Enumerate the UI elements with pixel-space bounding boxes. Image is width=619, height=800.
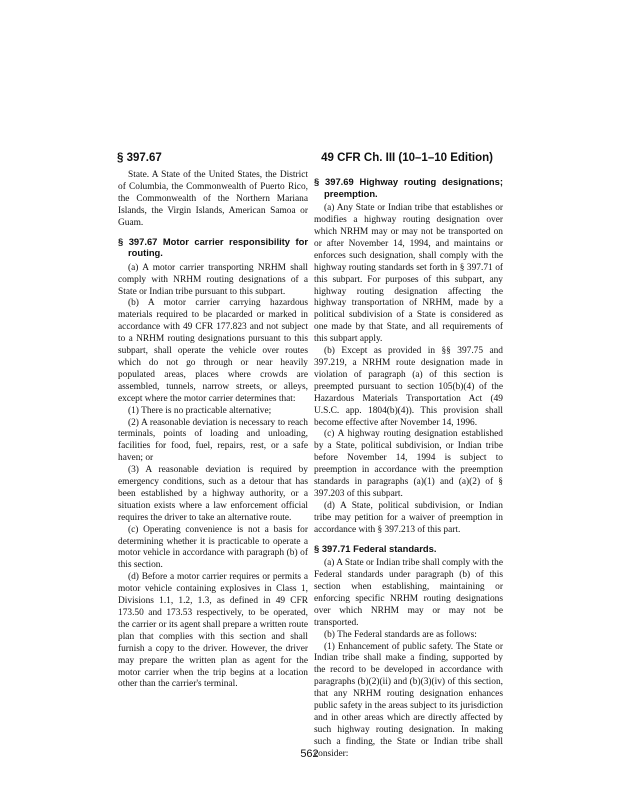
paragraph: State. A State of the United States, the District of Columbia, the Commonwealth of Puerto Rico, the Commonwealth of the Northern Mariana Islands, the Virgin Islands, American Samoa or Guam. (118, 170, 308, 228)
paragraph: (d) Before a motor carrier requires or permits a motor vehicle containing explosives in Class 1, Divisions 1.1, 1.2, 1.3, as defined in 49 CFR 173.50 and 173.53 respectively, to be operated, the carrier or its agent shall prepare a written route plan that complies with this section and shall furnish a copy to the driver. However, the driver may prepare the written plan as agent for the motor carrier when the trip begins at a location other than the carrier's terminal. (118, 572, 308, 690)
paragraph: (d) A State, political subdivision, or Indian tribe may petition for a waiver of preemption in accordance with § 397.213 of this part. (314, 500, 503, 535)
paragraph: (b) Except as provided in §§ 397.75 and 397.219, a NRHM route designation made in violation of paragraph (a) of this section is preempted pursuant to section 105(b)(4) of the Hazardous Materials Transportation Act (49 U.S.C. app. 1804(b)(4)). This provision shall become effective after November 14, 1996. (314, 346, 503, 428)
running-title: 49 CFR Ch. III (10–1–10 Edition) (321, 152, 493, 164)
section-heading: § 397.71 Federal standards. (314, 542, 437, 554)
paragraph: (a) A State or Indian tribe shall comply with the Federal standards under paragraph (b) of this section when establishing, maintaining or enforcing specific NRHM routing designations over which NRHM may or may not be transported. (314, 558, 503, 628)
right-column (314, 170, 503, 761)
paragraph: (c) A highway routing designation established by a State, political subdivision, or Indian tribe before November 14, 1994 is subject to preemption in accordance with the preemption standards in paragraphs (a)(1) and (a)(2) of § 397.203 of this subpart. (314, 429, 503, 499)
page-number: 562 (300, 748, 319, 760)
paragraph: (b) A motor carrier carrying hazardous materials required to be placarded or marked in accordance with 49 CFR 177.823 and not subject to a NRHM routing designations pursuant to this subpart, shall operate the vehicle over routes which do not go through or near heavily populated areas, places where crowds are assembled, tunnels, narrow streets, or alleys, except where the motor carrier determines that: (118, 298, 308, 404)
paragraph: (1) There is no practicable alternative; (128, 405, 272, 416)
section-heading: § 397.69 Highway routing designations; preemption. (314, 176, 503, 199)
left-column (118, 170, 308, 691)
paragraph: (c) Operating convenience is not a basis for determining whether it is practicable to operate a motor vehicle in accordance with paragraph (b) of this section. (118, 524, 308, 571)
paragraph: (b) The Federal standards are as follows: (324, 629, 477, 640)
paragraph: (a) A motor carrier transporting NRHM shall comply with NRHM routing designations of a State or Indian tribe pursuant to this subpart. (118, 262, 308, 297)
paragraph: (2) A reasonable deviation is necessary to reach terminals, points of loading and unloading, facilities for food, fuel, repairs, rest, or a safe haven; or (118, 417, 308, 464)
paragraph: (a) Any State or Indian tribe that establishes or modifies a highway routing designation over which NRHM may or may not be transported on or after November 14, 1994, and maintains or enforces such designation, shall comply with the highway routing standards set forth in § 397.71 of this subpart. For purposes of this subpart, any highway routing designation affecting the highway transportation of NRHM, made by a political subdivision of a State is considered as one made by that State, and all requirements of this subpart apply. (314, 203, 503, 345)
paragraph: (1) Enhancement of public safety. The State or Indian tribe shall make a finding, supported by the record to be developed in accordance with paragraphs (b)(2)(ii) and (b)(3)(iv) of this section, that any NRHM routing designation enhances public safety in the areas subject to its jurisdiction and in other areas which are directly affected by such highway routing designation. In making such a finding, the State or Indian tribe shall consider: (314, 641, 503, 759)
section-header: § 397.67 (117, 152, 162, 164)
section-heading: § 397.67 Motor carrier responsibility for routing. (118, 235, 308, 259)
paragraph: (3) A reasonable deviation is required by emergency conditions, such as a detour that has been established by a highway authority, or a situation exists where a law enforcement official requires the driver to take an alternative route. (118, 465, 308, 523)
